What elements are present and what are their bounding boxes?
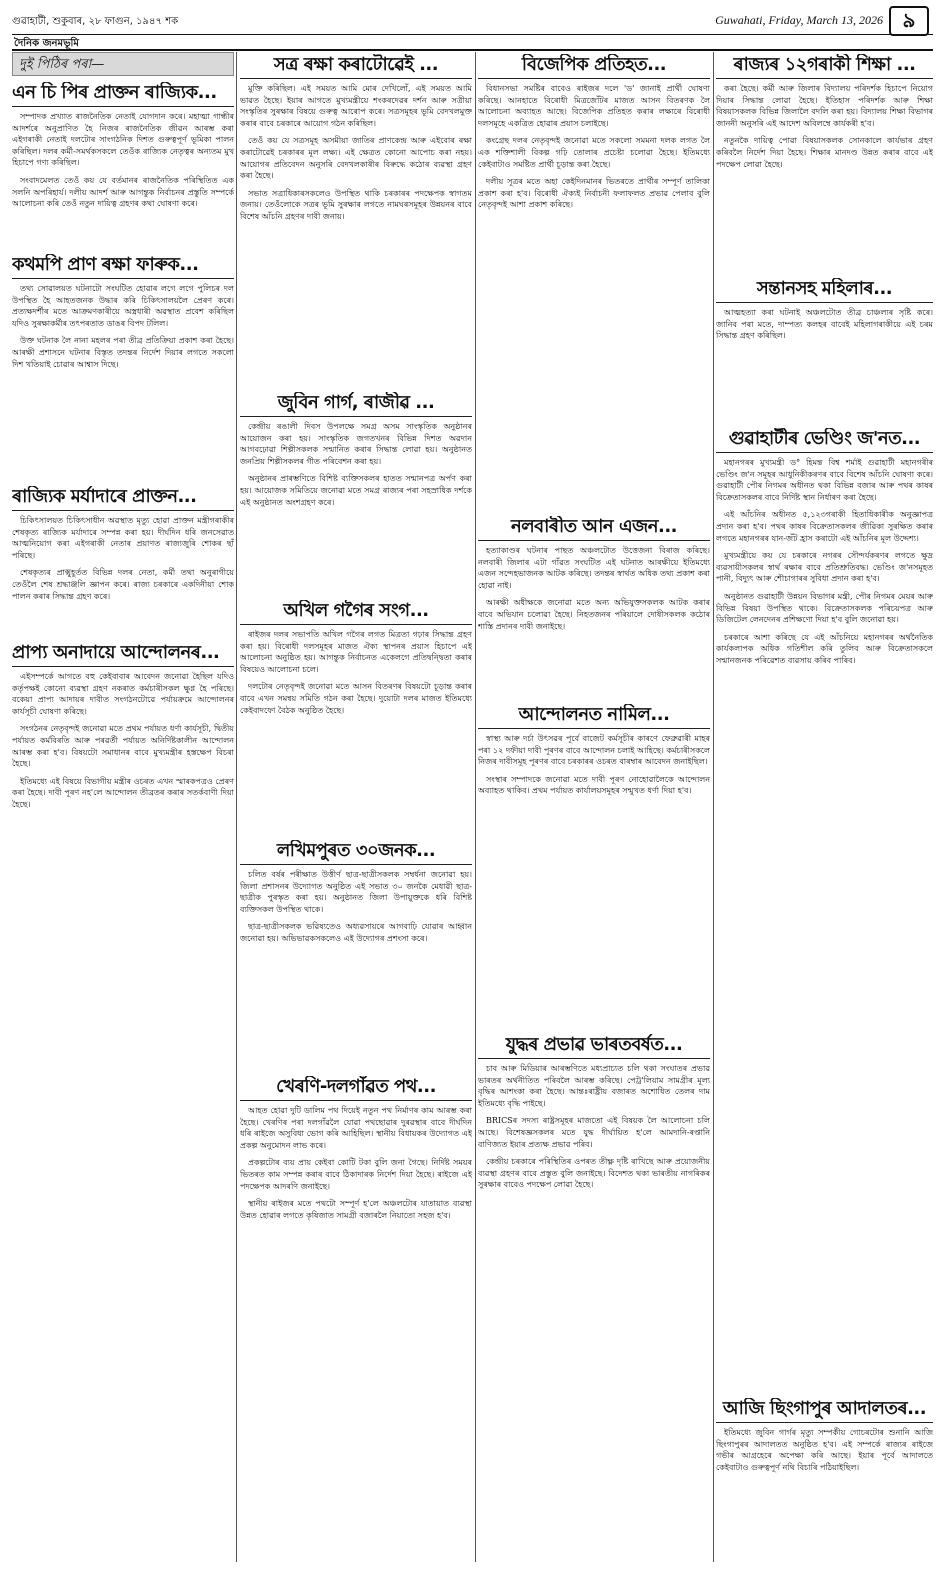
dateline-assamese: গুৱাহাটী, শুকুবাৰ, ২৮ ফাগুন, ১৯৪৭ শক (12, 16, 179, 27)
column-2 (240, 52, 472, 1562)
article-paragraph: চিকিৎসালয়ত চিকিৎসাধীন অৱস্থাত মৃত্যু হোৱা প্ৰাক্তন মন্ত্ৰীগৰাকীৰ শেষকৃত্য ৰাজ্যিক মৰ্যাদাৰে সম্পন্ন কৰা হয়। দীৰ্ঘদিন ধৰি জনসেৱাত আত্মনিয়োগ কৰা এইগৰাকী নেতাৰ প্ৰয়াণত ৰাজ্যজুৰি শোকৰ ছাঁ পৰিছে। (12, 516, 234, 560)
article-nalbari (478, 514, 710, 702)
article-paragraph: কেন্দ্ৰীয় চৰকাৰে পৰিস্থিতিৰ ওপৰত তীক্ষ্ণ দৃষ্টি ৰাখিছে আৰু প্ৰয়োজনীয় ব্যৱস্থা গ্ৰহণৰ বাবে প্ৰস্তুত বুলি জনাইছে। বিদেশত থকা ভাৰতীয় নাগৰিকৰ সুৰক্ষাৰ বাবেও পদক্ষেপ লোৱা হৈছে। (478, 1157, 710, 1190)
article-dues-protest (12, 640, 234, 1004)
page-number: ৯ (889, 6, 929, 36)
article-paragraph: সংস্থাৰ সম্পাদকে জনোৱা মতে দাবী পূৰণ নোহোৱালৈকে আন্দোলন অব্যাহত থাকিব। প্ৰথম পৰ্যায়ত কাৰ্যালয়সমূহৰ সন্মুখত ধৰ্ণা দিয়া হ'ব। (478, 774, 710, 796)
continued-banner: দুই পিঠিৰ পৰা— (12, 52, 234, 76)
article-paragraph: তেওঁ কয় যে সত্ৰসমূহ অসমীয়া জাতিৰ প্ৰাণকেন্দ্ৰ আৰু এইবোৰ ৰক্ষা কৰাটোৱেই চৰকাৰৰ মূল লক্ষ্য। এই ক্ষেত্ৰত কোনো আপোচ কৰা নহয়। আয়োগৰ প্ৰতিবেদন অনুসৰি বেদখলকাৰীৰ বিৰুদ্ধে কঠোৰ ব্যৱস্থা গ্ৰহণ কৰা হৈছে। (240, 136, 472, 181)
headline[interactable]: বিজেপিক প্ৰতিহত... (478, 54, 710, 79)
article-paragraph: আৰক্ষী অধীক্ষকে জনোৱা মতে অন্য অভিযুক্তসকলক আটক কৰাৰ বাবে অভিযান চলোৱা হৈছে। নিহতজনৰ পৰিয়ালে দোষীসকলক কঠোৰ শাস্তি প্ৰদানৰ দাবী জনাইছে। (478, 598, 710, 631)
column-divider (475, 52, 476, 1562)
headline[interactable]: ৰাজ্যৰ ১২গৰাকী শিক্ষা ... (716, 54, 933, 79)
column-4 (716, 52, 933, 1562)
article-state-honours (12, 484, 234, 640)
article-lakhimpur (240, 838, 472, 1074)
page-header (12, 6, 933, 32)
masthead-strip (12, 34, 933, 51)
article-paragraph: অনুষ্ঠানত গুৱাহাটী উন্নয়ন বিভাগৰ মন্ত্ৰী, পৌৰ নিগমৰ মেয়ৰ আৰু বিভিন্ন বিষয়া উপস্থিত থাকে। বিক্ৰেতাসকলক পৰিচয়পত্ৰ আৰু ডিজিটেল লেনদেনৰ প্ৰশিক্ষণো দিয়া হ'ব বুলি জনোৱা হয়। (716, 591, 933, 625)
headline[interactable]: আন্দোলনত নামিল... (478, 704, 710, 729)
article-paragraph: চাব আৰু মিডিয়াৰ আৰম্ভণিতে মধ্যপ্ৰাচ্যত চলি থকা সংঘাতৰ প্ৰভাৱ ভাৰতৰ অৰ্থনীতিত পৰিবলৈ আৰম্ভ কৰিছে। পেট্ৰ'লিয়াম সামগ্ৰীৰ মূল্য বৃদ্ধিৰ আশংকা কৰা হৈছে। আন্তঃৰাষ্ট্ৰীয় বজাৰত অশোধিত তেলৰ দাম ইতিমধ্যে বৃদ্ধি পাইছে। (478, 1064, 710, 1108)
article-paragraph: সংগঠনৰ নেতৃবৃন্দই জনোৱা মতে প্ৰথম পৰ্যায়ত ধৰ্ণা কাৰ্যসূচী, দ্বিতীয় পৰ্যায়ত কৰ্মবিৰতি আৰু পৰৱৰ্তী পৰ্যায়ত অনিৰ্দিষ্টকালীন আন্দোলন আৰম্ভ কৰা হ'ব। বিষয়টো সমাধানৰ বাবে মুখ্যমন্ত্ৰীৰ হস্তক্ষেপ বিচৰা হৈছে। (12, 724, 234, 769)
headline[interactable]: নলবাৰীত আন এজন... (478, 516, 710, 541)
column-divider (713, 52, 714, 1562)
article-paragraph: সভাত সত্ৰাধিকাৰসকলেও উপস্থিত থাকি চৰকাৰৰ পদক্ষেপক স্বাগতম জনায়। তেওঁলোকে সত্ৰৰ ভূমি সুৰক্ষাৰ লগতে নামঘৰসমূহৰ উন্নয়নৰ বাবে বিশেষ আঁচনি গ্ৰহণৰ দাবী জনায়। (240, 188, 472, 221)
article-paragraph: BRICSৰ সদস্য ৰাষ্ট্ৰসমূহৰ মাজতো এই বিষয়ক লৈ আলোচনা চলি আছে। বিশেষজ্ঞসকলৰ মতে যুদ্ধ দীৰ্ঘায়িত হ'লে আমদানি-ৰপ্তানি বাণিজ্যত ইয়াৰ প্ৰত্যক্ষ প্ৰভাৱ পৰিব। (478, 1116, 710, 1149)
headline[interactable]: ৰাজ্যিক মৰ্যাদাৰে প্ৰাক্তন... (12, 486, 234, 511)
headline[interactable]: প্ৰাপ্য অনাদায়ে আন্দোলনৰ... (12, 642, 234, 667)
article-vending-zone (716, 426, 933, 1396)
article-farooq (12, 252, 234, 484)
article-bjp-counter (478, 52, 710, 514)
headline[interactable]: অখিল গগৈৰ সংগ... (240, 600, 472, 625)
article-paragraph: সম্পাদক প্ৰখ্যাত ৰাজনৈতিক নেতাই যোগদান কৰে। মহাত্মা গান্ধীৰ আদৰ্শৰে অনুপ্ৰাণিত হৈ নিজৰ ৰাজনৈতিক জীৱন আৰম্ভ কৰা এইগৰাকী নেতাই দলটোৰ সাংগঠনিক দিশত গুৰুত্বপূৰ্ণ ভূমিকা পালন কৰিছিল। দলৰ কৰ্মী-সমৰ্থকসকলে তেওঁক ৰাজ্যিক নেতৃত্বৰ অন্যতম মুখ হিচাপে গণ্য কৰিছিল। (12, 112, 234, 168)
headline[interactable]: সন্তানসহ মহিলাৰ... (716, 278, 933, 303)
article-paragraph: মুক্তি কৰিছিল। এই সময়ত আমি মোৰ দেখিলোঁ, এই সময়ত আমি ভাৱত হৈছে। ইয়াৰ আগতে মুখ্যমন্ত্ৰীয়ে শংকৰদেৱৰ দৰ্শন আৰু সত্ৰীয়া সংস্কৃতিৰ সুৰক্ষাৰ বিষয়ে গুৰুত্ব আৰোপ কৰে। সত্ৰসমূহৰ ভূমি বেদখলমুক্ত কৰাৰ বাবে চৰকাৰে আয়োগ গঠন কৰিছিল। (240, 84, 472, 128)
article-paragraph: এই আঁচনিৰ অধীনত ৫,১২৩গৰাকী হিতাধিকাৰীক অনুজ্ঞাপত্ৰ প্ৰদান কৰা হ'ব। পথৰ কাষৰ বিক্ৰেতাসকলৰ জীৱিকা সুৰক্ষিত কৰাৰ লগতে মহানগৰৰ যান-জঁট হ্ৰাস কৰাটো এই আঁচনিৰ মূল উদ্দেশ্য। (716, 510, 933, 543)
article-paragraph: মুখ্যমন্ত্ৰীয়ে কয় যে চৰকাৰে নগৰৰ সৌন্দৰ্যকৰণৰ লগতে ক্ষুদ্ৰ ব্যৱসায়ীসকলৰ স্বাৰ্থ ৰক্ষাৰ বাবে প্ৰতিশ্ৰুতিবদ্ধ। ভেণ্ডিং জ'নসমূহত পানী, বিদ্যুৎ আৰু শৌচাগাৰৰ সুবিধা প্ৰদান কৰা হ'ব। (716, 551, 933, 584)
headline[interactable]: যুদ্ধৰ প্ৰভাৱ ভাৰতবৰ্ষত... (478, 1034, 710, 1059)
article-war-impact (478, 1032, 710, 1552)
article-paragraph: দলটোৰ নেতৃবৃন্দই জনোৱা মতে আসন বিতৰণৰ বিষয়টো চূড়ান্ত কৰাৰ বাবে এখন সমন্বয় সমিতি গঠন কৰা হৈছে। দুয়োটা দলৰ মাজত ইতিমধ্যে কেইবাদফো বৈঠক অনুষ্ঠিত হৈছে। (240, 682, 472, 715)
headline[interactable]: জুবিন গাৰ্গ, ৰাজীৱ ... (240, 392, 472, 417)
article-paragraph: বিধানসভা সমষ্টিৰ বাবেও ৰাইজৰ দলে 'ড' জানাই প্ৰাৰ্থী ঘোষণা কৰিছে। আনহাতে বিৰোধী মিত্ৰজোঁটৰ মাজত আসন বিতৰণক লৈ আলোচনা অব্যাহত আছে। বিজেপিক প্ৰতিহত কৰাৰ লক্ষ্যৰে বিৰোধী দলসমূহে একত্ৰিত হোৱাৰ প্ৰয়াস চলাইছে। (478, 84, 710, 128)
article-paragraph: ইতিমধ্যে এই বিষয়ে বিভাগীয় মন্ত্ৰীৰ ওচৰত এখন স্মাৰকপত্ৰও প্ৰেৰণ কৰা হৈছে। দাবী পূৰণ নহ'লে আন্দোলন তীব্ৰতৰ কৰাৰ সতৰ্কবাণী দিয়া হৈছে। (12, 776, 234, 809)
article-zubeen (240, 390, 472, 598)
article-paragraph: উক্ত ঘটনাক লৈ নানা মহলৰ পৰা তীব্ৰ প্ৰতিক্ৰিয়া প্ৰকাশ কৰা হৈছে। আৰক্ষী প্ৰশাসনে ঘটনাৰ বিস্তৃত তদন্তৰ নিৰ্দেশ দিয়াৰ লগতে সকলো দিশ খতিয়াই চোৱাৰ আশ্বাস দিছে। (12, 336, 234, 369)
article-paragraph: ইতিমধ্যে জুবিন গাৰ্গৰ মৃত্যু সম্পৰ্কীয় গোচৰটোৰ শুনানি আজি ছিংগাপুৰৰ আদালতত অনুষ্ঠিত হ'ব। এই সম্পৰ্কে ৰাজ্যৰ ৰাইজে গভীৰ আগ্ৰহেৰে অপেক্ষা কৰি আছে। ইয়াৰ পূৰ্বে আদালতে কেইবাটাও গুৰুত্বপূৰ্ণ নথি বিচাৰি পঠিয়াইছিল। (716, 1428, 933, 1472)
article-paragraph: অনুষ্ঠানৰ প্ৰাৰম্ভণিতে বিশিষ্ট ব্যক্তিসকলৰ হাতত সন্মানপত্ৰ অৰ্পণ কৰা হয়। আয়োজক সমিতিয়ে জনোৱা মতে সমগ্ৰ ৰাজ্যৰ পৰা সহস্ৰাধিক দৰ্শকে এই অনুষ্ঠানত অংশগ্ৰহণ কৰে। (240, 474, 472, 507)
column-1 (12, 52, 234, 1562)
article-paragraph: হত্যাকাণ্ডৰ ঘটনাৰ পাছত অঞ্চলটোত উত্তেজনা বিৰাজ কৰিছে। নলবাৰী জিলাৰ এটা গাঁৱত সংঘটিত এই ঘটনাত আৰক্ষীয়ে ইতিমধ্যে এজন সন্দেহভাজনক আটক কৰিছে। তদন্তৰ স্বাৰ্থত অধিক তথ্য প্ৰকাশ কৰা হোৱা নাই। (478, 546, 710, 590)
article-paragraph: কংগ্ৰেছ দলৰ নেতৃবৃন্দই জনোৱা মতে সকলো সমমনা দলক লগত লৈ এক শক্তিশালী বিকল্প গঢ়ি তোলাৰ প্ৰচেষ্টা চলোৱা হৈছে। ইতিমধ্যে কেইবাটাও সমষ্টিত প্ৰাৰ্থী চূড়ান্ত কৰা হৈছে। (478, 136, 710, 169)
article-akhil (240, 598, 472, 838)
headline[interactable]: খেৰণি-দলগাঁৱত পথ... (240, 1076, 472, 1101)
article-paragraph: আত্মহত্যা কৰা ঘটনাই অঞ্চলটোত তীব্ৰ চাঞ্চল্যৰ সৃষ্টি কৰে। জানিব পৰা মতে, দাম্পত্য কলহৰ বাবেই মহিলাগৰাকীয়ে এই চৰম সিদ্ধান্ত গ্ৰহণ কৰিছিল। (716, 308, 933, 341)
headline[interactable]: লখিমপুৰত ৩০জনক... (240, 840, 472, 865)
headline[interactable]: এন চি পিৰ প্ৰাক্তন ৰাজ্যিক... (12, 82, 234, 107)
article-paragraph: ছাত্ৰ-ছাত্ৰীসকলক ভৱিষ্যতেও অধ্যৱসায়ৰে আগবাঢ়ি যোৱাৰ আহ্বান জনোৱা হয়। অভিভাৱকসকলেও এই উদ্যোগৰ প্ৰশংসা কৰে। (240, 922, 472, 943)
headline[interactable]: আজি ছিংগাপুৰ আদালতৰ... (716, 1398, 933, 1423)
headline[interactable]: সত্ৰ ৰক্ষা কৰাটোৱেই ... (240, 54, 472, 79)
article-paragraph: প্ৰকল্পটোৰ ব্যয় প্ৰায় কেইবা কোটি টকা বুলি জনা গৈছে। নিৰ্দিষ্ট সময়ৰ ভিতৰত কাম সম্পন্ন কৰাৰ বাবে ঠিকাদাৰক নিৰ্দেশ দিয়া হৈছে। ৰাইজে এই পদক্ষেপক আদৰণি জনাইছে। (240, 1158, 472, 1191)
article-paragraph: ৰাইজৰ দলৰ সভাপতি অখিল গগৈৰ লগত মিত্ৰতা গঢ়াৰ সিদ্ধান্ত গ্ৰহণ কৰা হয়। বিৰোধী দলসমূহৰ মাজত ঐক্য স্থাপনৰ প্ৰয়াস হিচাপে এই আলোচনা অনুষ্ঠিত হয়। আগন্তুক নিৰ্বাচনত একেলগে প্ৰতিদ্বন্দ্বিতা কৰাৰ বিষয়েও আলোচনা চলে। (240, 630, 472, 674)
article-paragraph: সংবাদমেলত তেওঁ কয় যে বৰ্তমানৰ ৰাজনৈতিক পৰিস্থিতিত এক সলনি অপৰিহাৰ্য। দলীয় আদৰ্শ আৰু আগন্তুক নিৰ্বাচনৰ প্ৰস্তুতি সম্পৰ্কে আলোচনা কৰি তেওঁ নতুন দায়িত্ব গ্ৰহণৰ কথা ঘোষণা কৰে। (12, 175, 234, 209)
article-paragraph: স্বাস্থ্য আৰু দৰ্চা উৎসৱৰ পূৰ্বে বাজেট কৰ্মসূচীৰ কাৰণে ফেব্ৰুৱাৰী মাহৰ পৰা ১২ দফীয়া দাবী পূৰণৰ বাবে আন্দোলন চলাই আহিছে। কৰ্মচাৰীসকলে নিজৰ দাবীসমূহ পূৰণৰ বাবে চৰকাৰৰ ওচৰত বাৰম্বাৰ আবেদন জনাইছিল। (478, 734, 710, 767)
article-satra (240, 52, 472, 390)
article-paragraph: চৰকাৰে আশা কৰিছে যে এই আঁচনিয়ে মহানগৰৰ অৰ্থনৈতিক কাৰ্যকলাপক অধিক গতিশীল কৰি তুলিব আৰু বিক্ৰেতাসকলে সন্মানজনক পৰিৱেশত ব্যৱসায় কৰিব পাৰিব। (716, 632, 933, 665)
article-paragraph: নতুনকৈ দায়িত্ব পোৱা বিষয়াসকলক সোনকালে কাৰ্যভাৰ গ্ৰহণ কৰিবলৈ নিৰ্দেশ দিয়া হৈছে। শিক্ষাৰ মানদণ্ড উন্নত কৰাৰ বাবে এই পদক্ষেপ লোৱা হৈছে। (716, 136, 933, 169)
headline[interactable]: কথমপি প্ৰাণ ৰক্ষা ফাৰুক... (12, 254, 234, 279)
column-3 (478, 52, 710, 1562)
article-woman-child (716, 276, 933, 426)
article-paragraph: শেষকৃত্যৰ প্ৰাক্মুহূৰ্তত বিভিন্ন দলৰ নেতা, কৰ্মী তথা অনুৰাগীয়ে তেওঁলৈ শেষ শ্ৰদ্ধাঞ্জলি জ্ঞাপন কৰে। ৰাজ্য চৰকাৰে একদিনীয়া শোক পালন কৰাৰ সিদ্ধান্ত গ্ৰহণ কৰে। (12, 568, 234, 601)
paper-name: দৈনিক জনমভূমি (14, 38, 79, 49)
article-paragraph: আহত হোৱা দুটি ডালিম পথ দিয়েই নতুন পথ নিৰ্মাণৰ কাম আৰম্ভ কৰা হৈছে। খেৰণিৰ পৰা দলগাঁৱলৈ যোৱা পথছোৱাৰ দুৰৱস্থাৰ বাবে দীৰ্ঘদিন ধৰি ৰাইজে অসুবিধা ভোগ কৰি আহিছিল। স্থানীয় বিধায়কৰ উদ্যোগত এই প্ৰকল্প অনুমোদন লাভ কৰে। (240, 1106, 472, 1150)
article-paragraph: মহানগৰৰ মুখ্যমন্ত্ৰী ড° হিমন্ত বিশ্ব শৰ্মাই গুৱাহাটী মহানগৰীৰ ভেণ্ডিং জ'ন সমূহৰ আধুনিকীকৰণৰ বাবে বিশেষ আঁচনি ঘোষণা কৰে। গুৱাহাটী পৌৰ নিগমৰ অধীনত থকা বিভিন্ন বজাৰ আৰু পথৰ কাষৰ বিক্ৰেতাসকলৰ বাবে নিৰ্দিষ্ট স্থান নিৰ্ধাৰণ কৰা হৈছে। (716, 458, 933, 502)
headline[interactable]: গুৱাহাটীৰ ভেণ্ডিং জ'নত... (716, 428, 933, 453)
article-paragraph: এইসম্পৰ্কে আগতে বহু কেইবাবাৰ আবেদন জনোৱা হৈছিল যদিও কৰ্তৃপক্ষই কোনো ব্যৱস্থা গ্ৰহণ নকৰাত কৰ্মচাৰীসকল ক্ষুণ্ণ হৈ পৰিছে। বকেয়া প্ৰাপ্য আদায়ৰ দাবীত সংগঠনটোৱে পৰ্যায়ক্ৰমে আন্দোলনৰ কাৰ্যসূচী ঘোষণা কৰিছে। (12, 672, 234, 716)
article-agitation (478, 702, 710, 1032)
article-ncp-leader (12, 80, 234, 252)
article-kheroni-road (240, 1074, 472, 1356)
dateline-english: Guwahati, Friday, March 13, 2026 (715, 13, 883, 27)
article-paragraph: চলিত বৰ্ষৰ পৰীক্ষাত উত্তীৰ্ণ ছাত্ৰ-ছাত্ৰীসকলক সম্বৰ্ধনা জনোৱা হয়। জিলা প্ৰশাসনৰ উদ্যোগত অনুষ্ঠিত এই সভাত ৩০ জনকৈ মেধাৱী ছাত্ৰ-ছাত্ৰীক পুৰস্কৃত কৰা হয়। অনুষ্ঠানত জিলা উপায়ুক্তকে ধৰি বিশিষ্ট ব্যক্তিসকল উপস্থিত থাকে। (240, 870, 472, 914)
article-singapore-court (716, 1396, 933, 1536)
article-paragraph: কৰা হৈছে। কৰ্মী আৰু জিলাৰ বিদ্যালয় পৰিদৰ্শক হিচাপে নিয়োগ দিয়াৰ সিদ্ধান্ত লোৱা হৈছে। ইতিহাস পৰিদৰ্শক আৰু শিক্ষা বিষয়াসকলক বিভিন্ন জিলালৈ বদলি কৰা হয়। বিদ্যালয় শিক্ষা বিভাগৰ জাননী অনুসৰি এই আদেশ অবিলম্বে কাৰ্যকৰী হ'ব। (716, 84, 933, 128)
article-paragraph: স্থানীয় ৰাইজৰ মতে পথটো সম্পূৰ্ণ হ'লে অঞ্চলটোৰ যাতায়াত ব্যৱস্থা উন্নত হোৱাৰ লগতে কৃষিজাত সামগ্ৰী বজাৰলৈ নিয়াতো সহজ হ'ব। (240, 1199, 472, 1220)
article-paragraph: কেন্দ্ৰীয় ৰঙালী দিবস উপলক্ষে সমগ্ৰ অসম সাংস্কৃতিক অনুষ্ঠানৰ আয়োজন কৰা হয়। সাংস্কৃতিক জগতখনৰ বিভিন্ন দিশত অৱদান আগবঢ়োৱা শিল্পীসকলক সন্মানিত কৰাৰ সিদ্ধান্ত লোৱা হয়। অনুষ্ঠানত জনপ্ৰিয় শিল্পীসকলৰ গীত পৰিবেশন কৰা হয়। (240, 422, 472, 466)
column-divider (236, 52, 237, 1562)
article-paragraph: তথ্য সোৱালয়ত ঘটনাটো সংঘটিত হোৱাৰ লগে লগে পুলিচৰ দল উপস্থিত হৈ আহতজনক উদ্ধাৰ কৰি চিকিৎসালয়লৈ প্ৰেৰণ কৰে। প্ৰত্যক্ষদৰ্শীৰ মতে আক্ৰমণকাৰীয়ে অস্ত্ৰধাৰী অৱস্থাত প্ৰবেশ কৰিছিল যদিও সুৰক্ষাকৰ্মীৰ তৎপৰতাত ডাঙৰ বিপদ টলিল। (12, 284, 234, 328)
article-paragraph: দলীয় সূত্ৰৰ মতে অহা কেইদিনমানৰ ভিতৰতে প্ৰাৰ্থীৰ সম্পূৰ্ণ তালিকা প্ৰকাশ কৰা হ'ব। বিৰোধী ঐক্যই নিৰ্বাচনী ফলাফলত প্ৰভাৱ পেলাব বুলি নেতৃবৃন্দই আশা প্ৰকাশ কৰিছে। (478, 177, 710, 210)
article-education-officers (716, 52, 933, 276)
